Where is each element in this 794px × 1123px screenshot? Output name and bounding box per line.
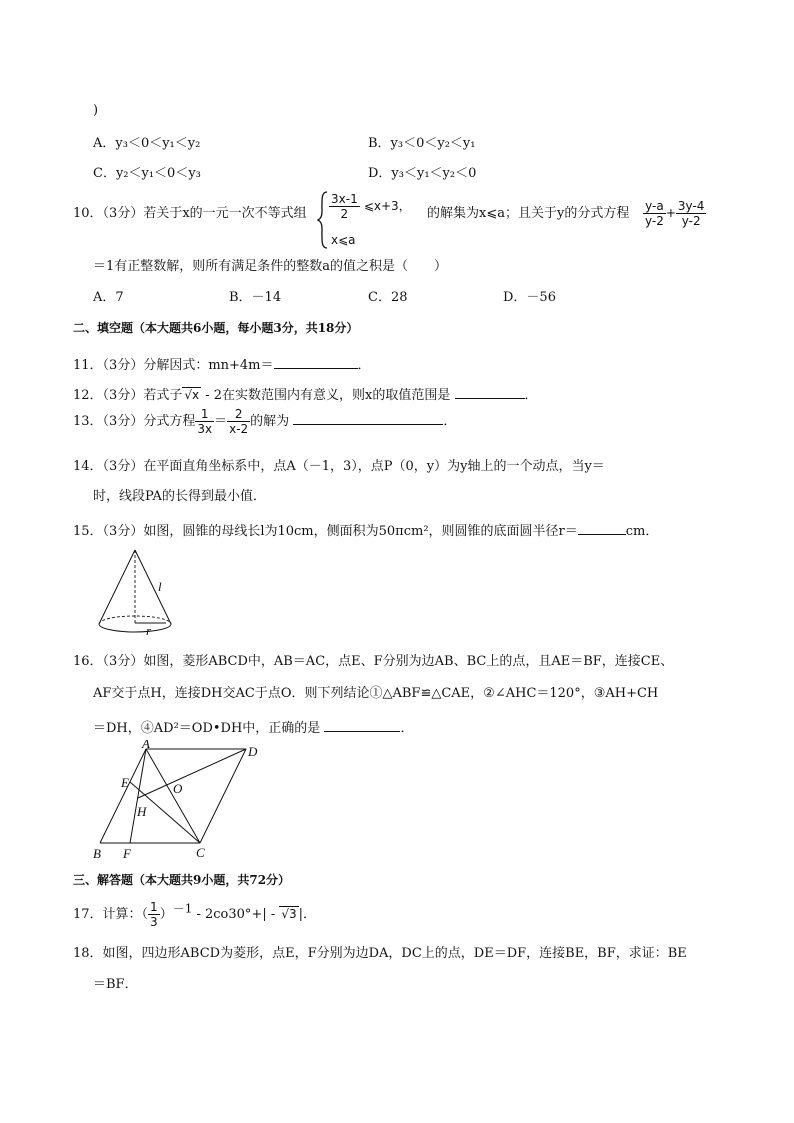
q17-lead: 17．计算：（ (73, 907, 149, 922)
q14-line1: 14．（3分）在平面直角坐标系中，点A（－1，3），点P（0，y）为y轴上的一个动点，当y＝ (73, 459, 605, 474)
q17-radical: √3 (281, 907, 297, 921)
q16-line2: AF交于点H，连接DH交AC于点O．则下列结论①△ABF≌△CAE，②∠AHC＝120°，③AH+CH (93, 686, 659, 701)
q12-radicand: x (191, 388, 200, 402)
q12 (73, 386, 538, 402)
label-a: A (142, 740, 150, 751)
q17-fraction-den: 3 (150, 915, 158, 929)
q18-line1: 18．如图，四边形ABCD为菱形，点E，F分别为边DA，DC上的点，DE＝DF，连接BE，BF，求证：BE (73, 946, 687, 961)
q10-fraction-1 (643, 200, 666, 227)
q12-radical: √x (184, 388, 200, 402)
q13-fraction-1-num: 1 (195, 408, 214, 422)
q13-answer-blank (293, 412, 443, 425)
q10-option-d: D．－56 (503, 290, 556, 305)
q16-line3 (93, 719, 413, 735)
q9-option-b: B．y₃＜0＜y₂＜y₁ (368, 136, 476, 151)
q17-end: |． (298, 907, 317, 922)
diagonal-ac (146, 749, 200, 843)
q10-fraction-2 (676, 200, 707, 227)
cone-base-front (99, 624, 171, 632)
q10-system-fraction (329, 193, 360, 220)
q10-fraction-1-num: y-a (643, 200, 666, 214)
q13-end: ． (443, 414, 457, 429)
q10-system-denominator: 2 (340, 207, 349, 221)
q13-fraction-2-num: 2 (227, 408, 250, 422)
q10-equation (643, 200, 706, 227)
q10-system-rhs: ⩽x+3， (363, 199, 411, 213)
q15 (73, 522, 658, 538)
q15-text: 15．（3分）如图，圆锥的母线长l为10cm，侧面积为50πcm²，则圆锥的底面圆半径r＝ (73, 524, 578, 539)
q9-option-d: D．y₃＜y₁＜y₂＜0 (368, 166, 477, 181)
section-2-heading: 二、填空题（本大题共6小题，每小题3分，共18分） (73, 321, 359, 335)
q10-option-c: C．28 (368, 290, 408, 305)
q11-text: 11．（3分）分解因式：mn+4m＝ (73, 358, 274, 373)
q11-answer-blank (274, 356, 358, 369)
q13 (73, 408, 456, 435)
q14-line2: 时，线段PA的长得到最小值． (93, 489, 266, 504)
label-d: D (248, 744, 258, 759)
q10-fraction-2-den: y-2 (681, 214, 701, 228)
q18-line2: ＝BF． (93, 977, 138, 992)
q10-system-line1 (329, 193, 411, 220)
cone-label-r: r (146, 623, 152, 638)
q10-plus: + (665, 206, 676, 220)
cone-left-edge (99, 550, 135, 624)
q13-fraction-1 (195, 408, 214, 435)
q15-end: cm． (625, 524, 659, 539)
edge-ab (100, 749, 146, 843)
q13-after: 的解为 (250, 414, 290, 429)
q10-brace (317, 190, 329, 250)
q11-end: ． (357, 358, 371, 373)
q9-tail: ) (93, 103, 99, 118)
label-f: F (123, 846, 131, 861)
label-b: B (93, 846, 101, 861)
cone-figure (94, 546, 178, 638)
q11 (73, 356, 371, 372)
q10-system-numerator: 3x-1 (331, 192, 358, 206)
q16-answer-blank (324, 719, 400, 732)
q10-system-line2: x⩽a (331, 233, 356, 247)
cone-right-edge (135, 550, 171, 624)
label-o: O (173, 781, 183, 796)
q13-fraction-2-den: x-2 (229, 422, 249, 436)
q10-line2: ＝1有正整数解，则所有满足条件的整数a的值之积是（ ） (93, 259, 448, 274)
q13-equals: ＝ (214, 414, 228, 429)
q12-answer-blank (455, 386, 525, 399)
edge-cd (200, 749, 246, 843)
q17-radicand: 3 (289, 907, 297, 921)
q9-option-a: A．y₃＜0＜y₁＜y₂ (93, 136, 201, 151)
q10-fraction-1-den: y-2 (645, 214, 664, 228)
q10-fraction-2-num: 3y-4 (677, 199, 705, 213)
label-e: E (121, 775, 129, 790)
label-h: H (137, 804, 147, 819)
q10-lead: 10．（3分）若关于x的一元一次不等式组 (73, 206, 307, 221)
cone-label-l: l (158, 579, 162, 594)
q17-fraction-num: 1 (150, 900, 158, 914)
label-c: C (196, 845, 205, 860)
q15-answer-blank (578, 522, 626, 535)
q17-exponent: －1 (172, 901, 193, 916)
rhombus-figure (88, 740, 270, 864)
q13-fraction-2 (227, 408, 250, 435)
q10-mid: 的解集为x⩽a；且关于y的分式方程 (427, 206, 630, 221)
section-3-heading: 三、解答题（本大题共9小题，共72分） (73, 873, 291, 887)
q12-lead: 12．（3分）若式子 (73, 388, 183, 403)
q10-option-b: B．－14 (229, 290, 282, 305)
q10-option-a: A．7 (93, 290, 124, 305)
q12-after: - 2在实数范围内有意义，则x的取值范围是 (201, 388, 451, 403)
q13-lead: 13．（3分）分式方程 (73, 414, 196, 429)
q16-line3-text: ＝DH，④AD²＝OD•DH中，正确的是 (93, 721, 321, 736)
q16-line1: 16．（3分）如图，菱形ABCD中，AB＝AC，点E、F分别为边AB、BC上的点，且AE＝BF，连接CE、 (73, 654, 674, 669)
q17-close: ） (159, 907, 173, 922)
q9-option-c: C．y₂＜y₁＜0＜y₃ (93, 166, 201, 181)
q16-end: ． (400, 721, 414, 736)
q17 (73, 901, 316, 928)
q17-rest: - 2co30°+| - (192, 907, 280, 922)
q17-fraction (148, 901, 160, 928)
segment-hd (138, 749, 246, 798)
q13-fraction-1-den: 3x (197, 422, 213, 436)
q12-end: ． (524, 388, 538, 403)
